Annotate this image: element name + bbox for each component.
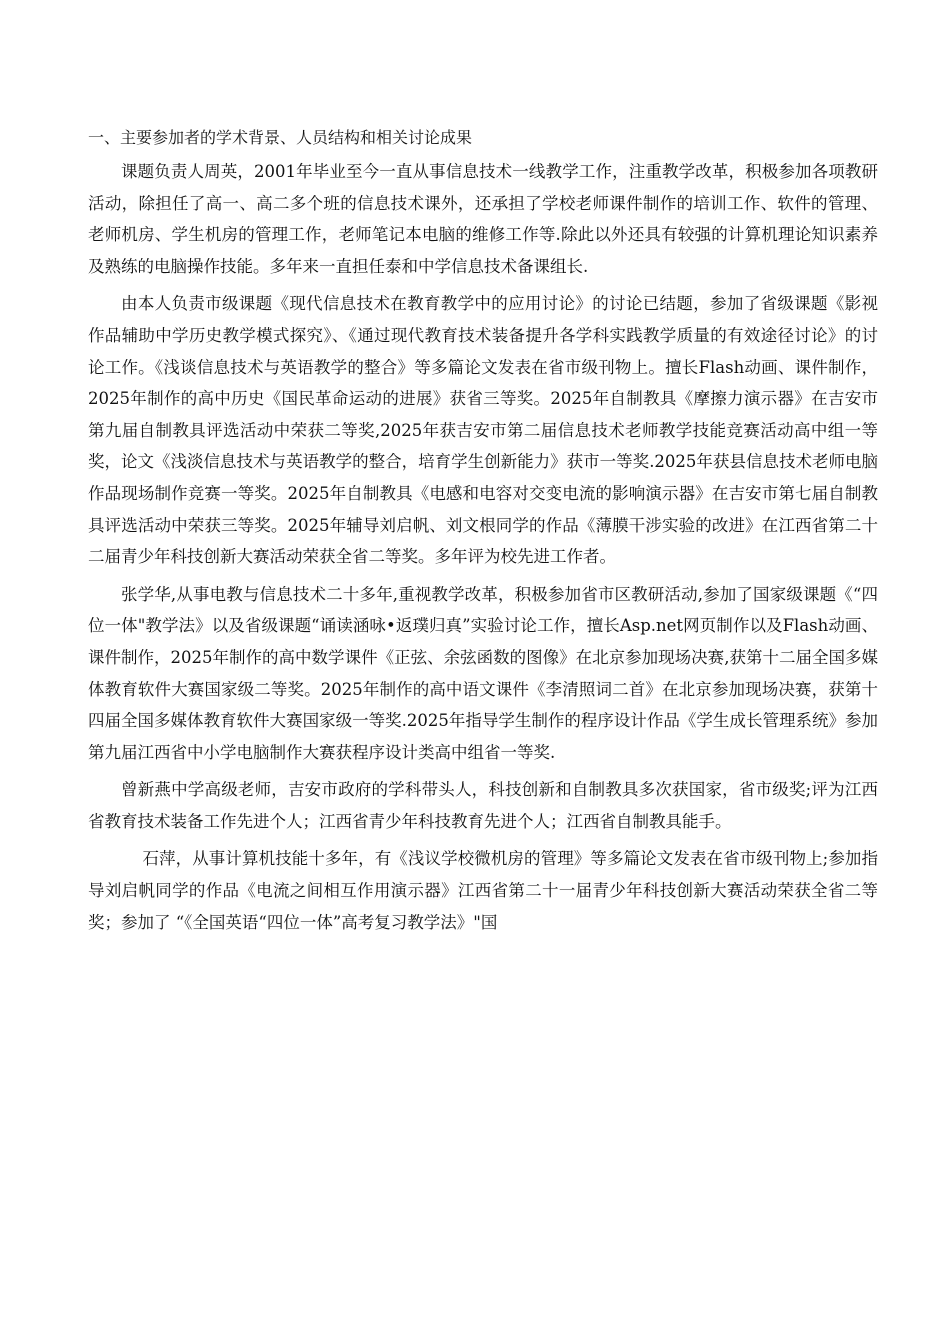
- section-heading: 一、主要参加者的学术背景、人员结构和相关讨论成果: [88, 128, 473, 147]
- document-page: [88, 126, 878, 944]
- paragraph-zhang-xuehua: 张学华,从事电教与信息技术二十多年,重视教学改革，积极参加省市区教研活动,参加了国家级课题《“四位一体"教学法》以及省级课题“诵读涵咏•返璞归真”实验讨论工作，擅长Asp.net网页制作以及Flash动画、课件制作，2025年制作的高中数学课件《正弦、余弦函数的图像》在北京参加现场决赛,获第十二届全国多媒体教育软件大赛国家级二等奖。2025年制作的高中语文课件《李清照词二首》在北京参加现场决赛，获第十四届全国多媒体教育软件大赛国家级一等奖.2025年指导学生制作的程序设计作品《学生成长管理系统》参加第九届江西省中小学电脑制作大赛获程序设计类高中组省一等奖.: [88, 584, 878, 762]
- paragraph-research-achievements: 由本人负责市级课题《现代信息技术在教育教学中的应用讨论》的讨论已结题，参加了省级课题《影视作品辅助中学历史教学模式探究》、《通过现代教育技术装备提升各学科实践教学质量的有效途径讨论》的讨论工作。《浅谈信息技术与英语教学的整合》等多篇论文发表在省市级刊物上。擅长Flash动画、课件制作，2025年制作的高中历史《国民革命运动的进展》获省三等奖。2025年自制教具《摩擦力演示器》在吉安市第九届自制教具评选活动中荣获二等奖,2025年获吉安市第二届信息技术老师教学技能竞赛活动高中组一等奖，论文《浅淡信息技术与英语教学的整合，培育学生创新能力》获市一等奖.2025年获县信息技术老师电脑作品现场制作竞赛一等奖。2025年自制教具《电感和电容对交变电流的影响演示器》在吉安市第七届自制教具评选活动中荣获三等奖。2025年辅导刘启帆、刘文根同学的作品《薄膜干涉实验的改进》在江西省第二十二届青少年科技创新大赛活动荣获全省二等奖。多年评为校先进工作者。: [88, 294, 878, 567]
- paragraph-zeng-xinyan: 曾新燕中学高级老师，吉安市政府的学科带头人，科技创新和自制教具多次获国家，省市级奖;评为江西省教育技术装备工作先进个人；江西省青少年科技教育先进个人；江西省自制教具能手。: [88, 780, 878, 831]
- paragraph-shi-ping: 石萍，从事计算机技能十多年，有《浅议学校微机房的管理》等多篇论文发表在省市级刊物上;参加指导刘启帆同学的作品《电流之间相互作用演示器》江西省第二十一届青少年科技创新大赛活动荣获全省二等奖；参加了 “《全国英语“四位一体”高考复习教学法》"国: [88, 849, 878, 932]
- paragraph-zhou-ying: 课题负责人周英，2001年毕业至今一直从事信息技术一线教学工作，注重教学改革，积极参加各项教研活动，除担任了高一、高二多个班的信息技术课外，还承担了学校老师课件制作的培训工作、软件的管理、老师机房、学生机房的管理工作，老师笔记本电脑的维修工作等.除此以外还具有较强的计算机理论知识素养及熟练的电脑操作技能。多年来一直担任泰和中学信息技术备课组长.: [88, 162, 878, 276]
